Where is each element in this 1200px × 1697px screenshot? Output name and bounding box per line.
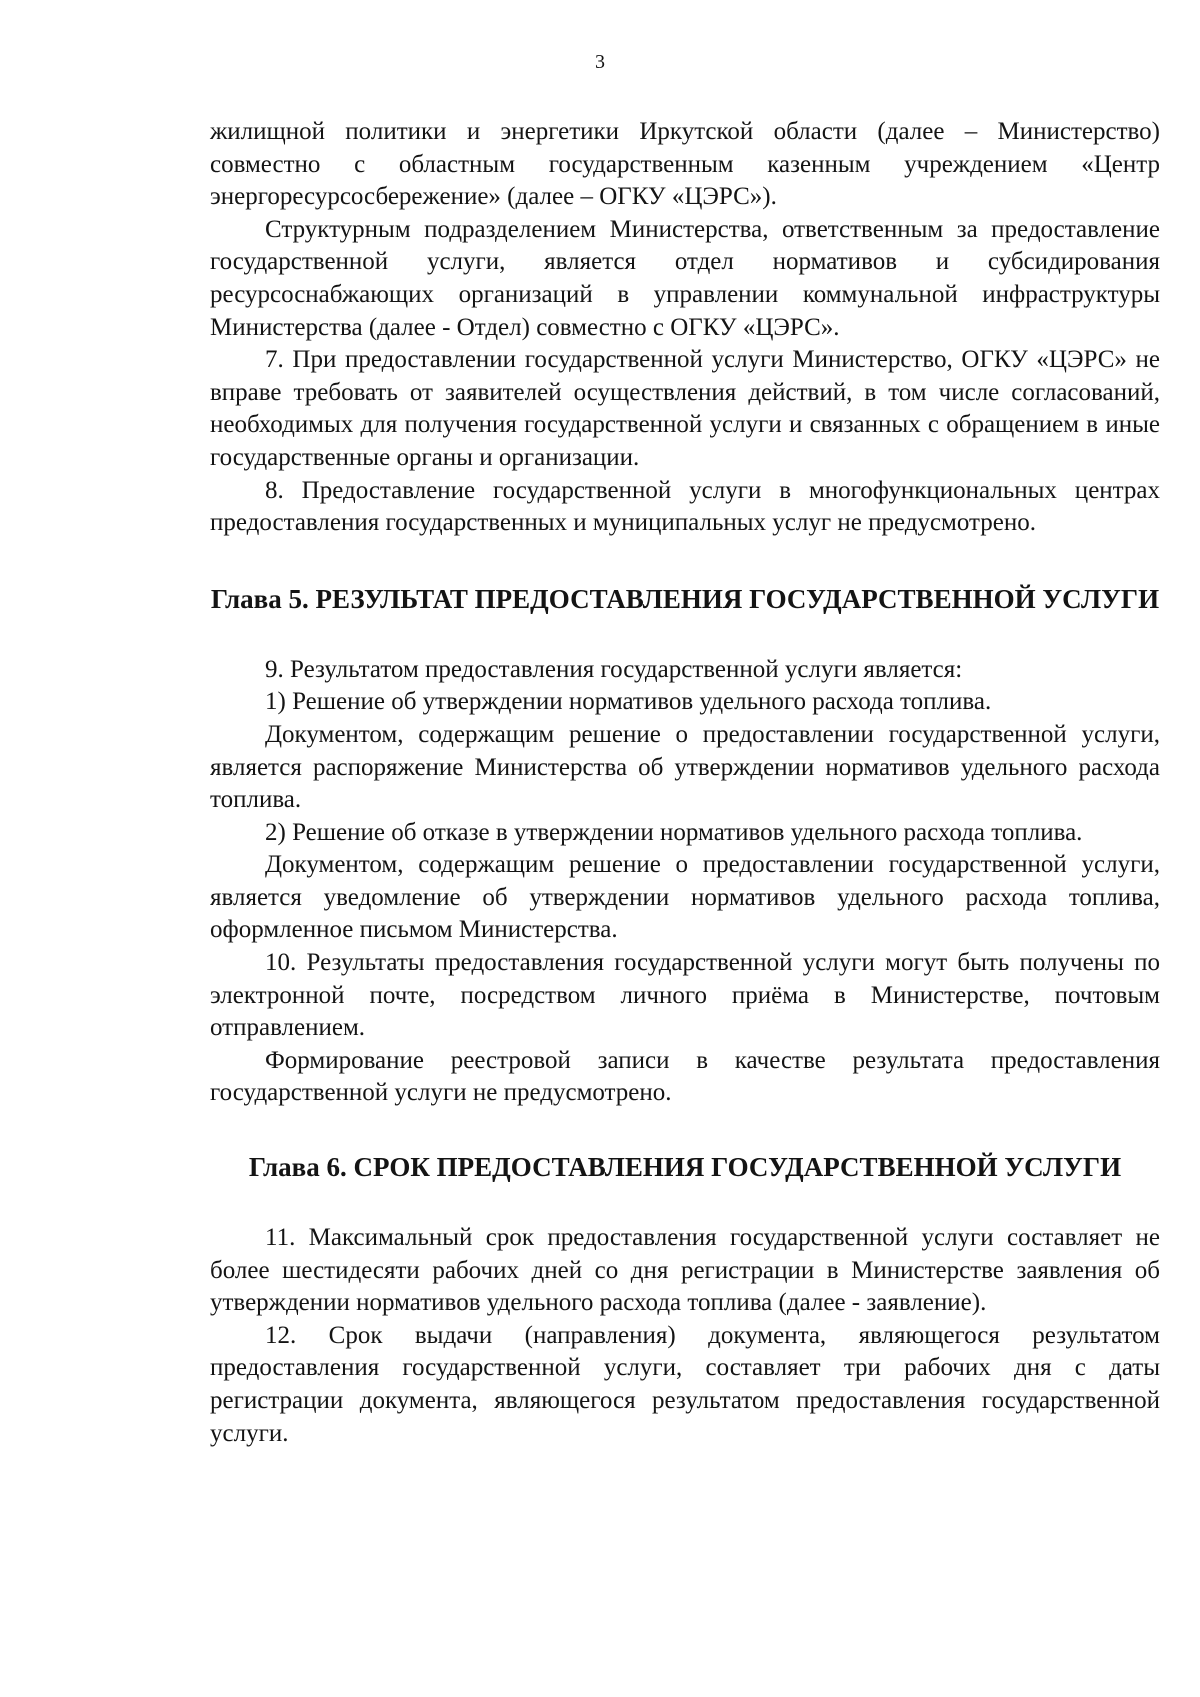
paragraph-10: 10. Результаты предоставления государственной услуги могут быть получены по электронной почте, посредством личного приёма в Министерстве, почтовым отправлением. [210,949,1160,1042]
chapter-6-heading: Глава 6. СРОК ПРЕДОСТАВЛЕНИЯ ГОСУДАРСТВЕННОЙ УСЛУГИ [248,1152,1122,1183]
paragraph-11: 11. Максимальный срок предоставления государственной услуги составляет не более шестидесяти рабочих дней со дня регистрации в Министерстве заявления об утверждении нормативов удельного расхода топлива (далее - заявление). [210,1224,1160,1317]
paragraph-7: 7. При предоставлении государственной услуги Министерство, ОГКУ «ЦЭРС» не вправе требовать от заявителей осуществления действий, в том числе согласований, необходимых для получения государственной услуги и связанных с обращением в иные государственные органы и организации. [210,346,1160,471]
chapter-5-heading: Глава 5. РЕЗУЛЬТАТ ПРЕДОСТАВЛЕНИЯ ГОСУДАРСТВЕННОЙ УСЛУГИ [210,583,1160,614]
document-body [210,116,1160,1450]
paragraph-9-item-1: 1) Решение об утверждении нормативов удельного расхода топлива. [265,688,992,716]
paragraph-12: 12. Срок выдачи (направления) документа, являющегося результатом предоставления государственной услуги, составляет три рабочих дня с даты регистрации документа, являющегося результатом предоставления государственной услуги. [210,1321,1160,1447]
paragraph-9-document-2: Документом, содержащим решение о предоставлении государственной услуги, является уведомление об утверждении нормативов удельного расхода топлива, оформленное письмом Министерства. [210,851,1160,944]
paragraph-structural-unit: Структурным подразделением Министерства, ответственным за предоставление государственной услуги, является отдел нормативов и субсидирования ресурсоснабжающих организаций в управлении коммунальной инфраструктуры Министерства (далее - Отдел) совместно с ОГКУ «ЦЭРС». [210,215,1160,341]
paragraph-9-item-2: 2) Решение об отказе в утверждении нормативов удельного расхода топлива. [265,818,1083,846]
paragraph-continuation: жилищной политики и энергетики Иркутской области (далее – Министерство) совместно с областным государственным казенным учреждением «Центр энергоресурсосбережение» (далее – ОГКУ «ЦЭРС»). [210,118,1160,211]
paragraph-9: 9. Результатом предоставления государственной услуги является: [265,655,963,683]
paragraph-10-registry: Формирование реестровой записи в качестве результата предоставления государственной услуги не предусмотрено. [210,1046,1160,1107]
paragraph-9-document-1: Документом, содержащим решение о предоставлении государственной услуги, является распоряжение Министерства об утверждении нормативов удельного расхода топлива. [210,720,1160,814]
paragraph-8: 8. Предоставление государственной услуги в многофункциональных центрах предоставления государственных и муниципальных услуг не предусмотрено. [210,476,1160,537]
page-number: 3 [595,51,605,73]
